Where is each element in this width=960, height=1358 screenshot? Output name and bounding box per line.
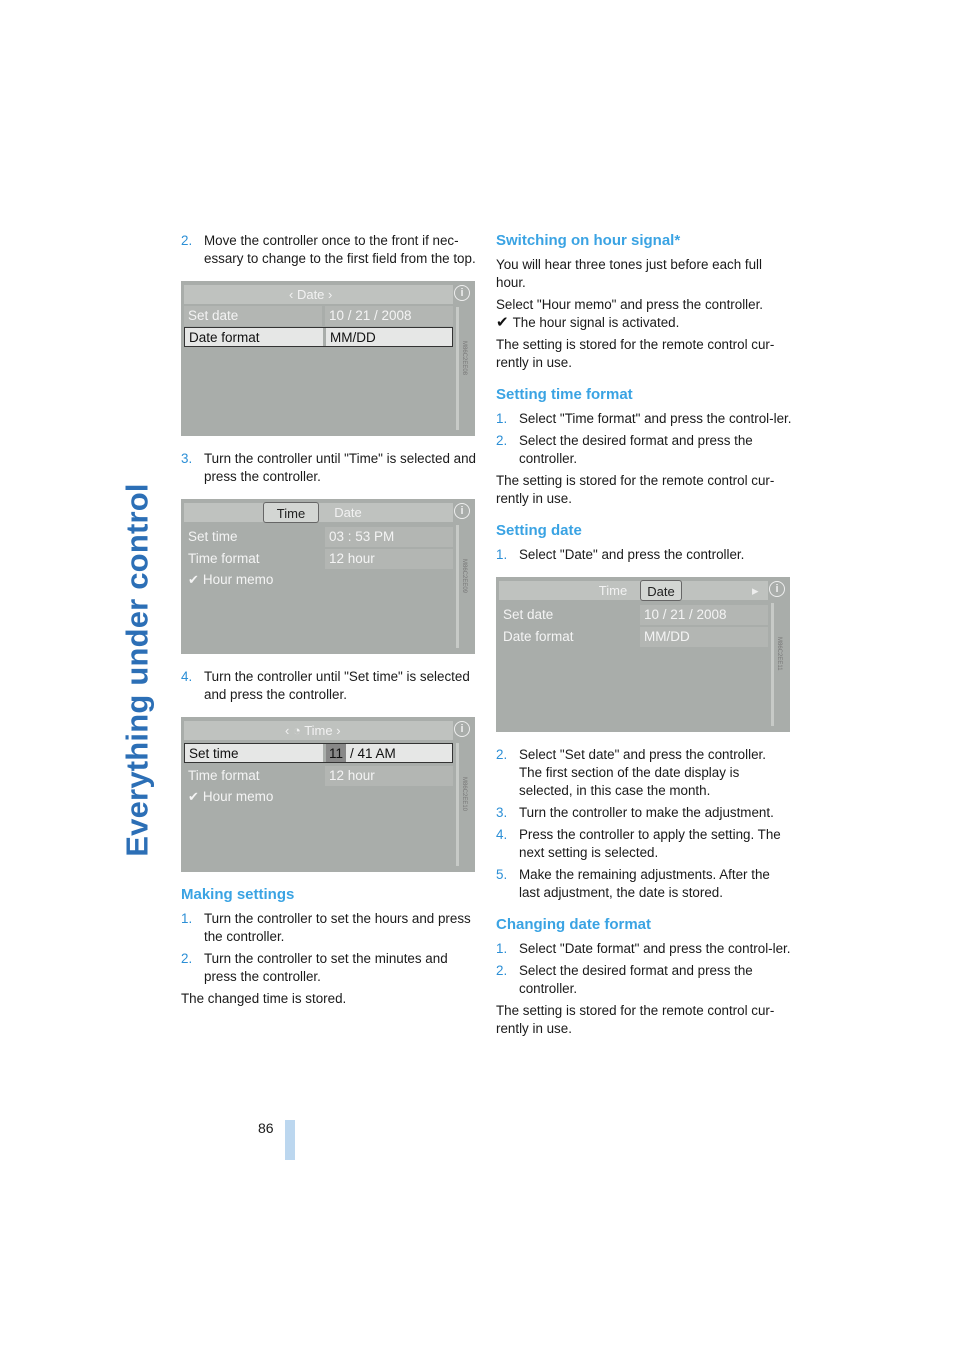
step-text: Turn the controller until "Set time" is selected and press the controller. (204, 669, 470, 702)
paragraph: The setting is stored for the remote control cur-rently in use. (496, 337, 775, 370)
step-item (496, 866, 792, 902)
row-label: ✔ Hour memo (188, 789, 274, 804)
step-item (496, 940, 792, 958)
section-heading: Setting date (496, 522, 582, 539)
row-value: 12 hour (325, 549, 453, 569)
image-code: M86C2EE08 (461, 341, 467, 376)
step-text: Move the controller once to the front if nec-essary to change to the first field from the top. (204, 233, 476, 266)
step-text: Turn the controller until "Time" is selected and press the controller. (204, 451, 476, 484)
step-number: 3. (496, 805, 508, 820)
row-label: Date format (503, 629, 574, 644)
step-number: 2. (181, 951, 193, 966)
tab-time: Time (263, 502, 319, 523)
tab-date: Date (334, 505, 362, 520)
screen-header: ‹ Date › (289, 287, 333, 302)
tab-date: Date (640, 580, 682, 601)
clock-icon: ◔ (292, 723, 305, 738)
step-text: Press the controller to apply the setting. The next setting is selected. (519, 827, 781, 860)
step-text: Select "Time format" and press the control-ler. (519, 411, 792, 426)
step-text: Select the desired format and press the controller. (519, 433, 753, 466)
row-label: Time format (188, 768, 260, 783)
step-text: Make the remaining adjustments. After the last adjustment, the date is stored. (519, 867, 770, 900)
paragraph: Select "Hour memo" and press the controller. ✔ The hour signal is activated. (496, 297, 764, 331)
screen-row (184, 306, 453, 326)
image-code: M86C2EE11 (776, 637, 782, 671)
image-code: M86C2EE10 (461, 777, 467, 812)
step-item (181, 910, 476, 946)
row-label: Set time (188, 529, 238, 544)
paragraph: The setting is stored for the remote control cur-rently in use. (496, 1003, 775, 1036)
row-value: 10 / 21 / 2008 (325, 306, 453, 326)
step-text: Turn the controller to make the adjustment. (519, 805, 774, 820)
step-item (496, 962, 792, 998)
row-value: MM/DD (640, 627, 768, 647)
step-item (181, 950, 476, 986)
row-label: Set time (185, 744, 323, 762)
row-label: Set date (503, 607, 554, 622)
step-item (496, 826, 792, 862)
display-screenshot-date-tab (496, 577, 790, 732)
checkmark-icon: ✔ (188, 789, 199, 804)
chapter-title-text: Everything under control (120, 483, 155, 857)
step-number: 2. (496, 433, 508, 448)
screen-row-selected (184, 327, 453, 347)
step-item (496, 410, 792, 428)
row-value: 03 : 53 PM (325, 527, 453, 547)
display-screenshot-time-tab (181, 499, 475, 654)
info-icon: i (454, 285, 470, 301)
paragraph: The changed time is stored. (181, 991, 347, 1006)
checkmark-icon: ✔ (188, 572, 199, 587)
screen-row (184, 766, 453, 786)
step-item (181, 450, 476, 486)
step-number: 4. (496, 827, 508, 842)
page-number: 86 (258, 1120, 274, 1136)
step-text: Select "Date format" and press the control-ler. (519, 941, 791, 956)
step-number: 1. (496, 941, 508, 956)
screen-row-memo (184, 570, 453, 590)
screen-row (499, 627, 768, 647)
step-text: Select "Date" and press the controller. (519, 547, 745, 562)
row-value: MM/DD (326, 328, 452, 346)
right-column (496, 232, 792, 1042)
step-item (496, 746, 792, 800)
display-screenshot-date (181, 281, 475, 436)
screen-row (184, 549, 453, 569)
paragraph: You will hear three tones just before each full hour. (496, 257, 762, 290)
paragraph: The setting is stored for the remote control cur-rently in use. (496, 473, 775, 506)
row-label: Date format (185, 328, 323, 346)
step-number: 2. (496, 963, 508, 978)
section-heading: Switching on hour signal* (496, 232, 681, 249)
step-number: 2. (181, 233, 193, 248)
step-number: 1. (181, 911, 193, 926)
step-item (496, 546, 792, 564)
tab-time: Time (598, 583, 628, 598)
screen-row-selected (184, 743, 453, 763)
step-text: Select "Set date" and press the controller. The first section of the date display is selected, in this case the month. (519, 747, 766, 798)
step-item (496, 432, 792, 468)
step-number: 4. (181, 669, 193, 684)
info-icon: i (454, 503, 470, 519)
section-heading: Making settings (181, 886, 295, 903)
left-arrow-icon: ‹ (285, 723, 293, 738)
row-label: Time format (188, 551, 260, 566)
step-item (496, 804, 792, 822)
section-heading: Setting time format (496, 386, 633, 403)
image-code: M86C2EE09 (461, 559, 467, 594)
screen-row-memo (184, 787, 453, 807)
left-arrow-icon: ‹ (289, 287, 297, 302)
screen-header: ‹ ◔ Time › (285, 723, 341, 738)
step-number: 3. (181, 451, 193, 466)
info-icon: i (454, 721, 470, 737)
step-item (181, 668, 476, 704)
step-text: Turn the controller to set the minutes and press the controller. (204, 951, 448, 984)
step-number: 1. (496, 547, 508, 562)
screen-row (184, 527, 453, 547)
right-arrow-icon: › (324, 287, 333, 302)
step-number: 2. (496, 747, 508, 762)
step-number: 1. (496, 411, 508, 426)
display-screenshot-set-time (181, 717, 475, 872)
page-number-bar (285, 1120, 295, 1160)
section-heading: Changing date format (496, 916, 652, 933)
screen-row (499, 605, 768, 625)
row-value: 11 / 41 AM (326, 744, 452, 762)
row-value: 12 hour (325, 766, 453, 786)
step-item (181, 232, 476, 268)
left-column (181, 232, 476, 1012)
row-label: Set date (184, 306, 322, 326)
step-number: 5. (496, 867, 508, 882)
right-arrow-icon: ▸ (752, 583, 759, 598)
right-arrow-icon: › (332, 723, 341, 738)
row-label: ✔ Hour memo (188, 572, 274, 587)
chapter-title (108, 230, 168, 1110)
info-icon: i (769, 581, 785, 597)
row-value: 10 / 21 / 2008 (640, 605, 768, 625)
step-text: Turn the controller to set the hours and press the controller. (204, 911, 471, 944)
step-text: Select the desired format and press the controller. (519, 963, 753, 996)
checkmark-icon: ✔ (496, 314, 509, 331)
